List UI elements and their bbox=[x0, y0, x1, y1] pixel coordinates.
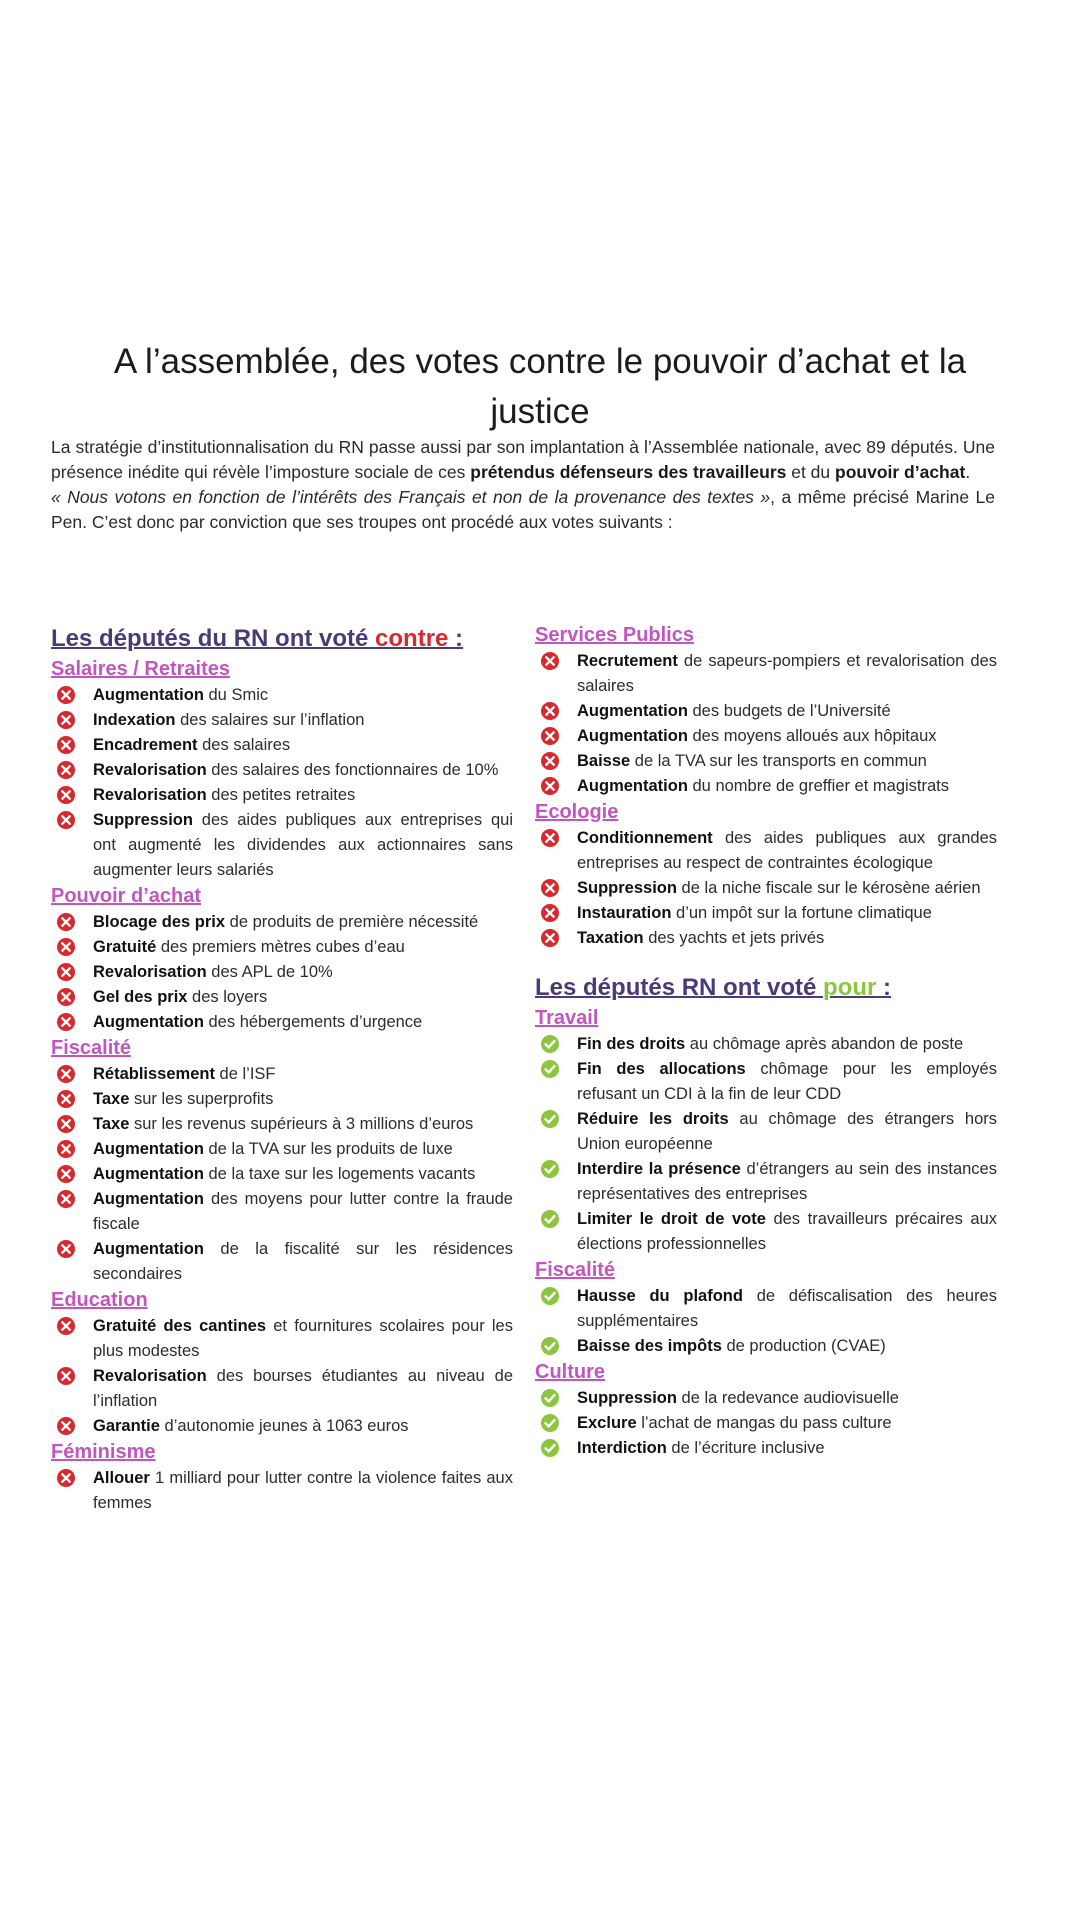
heading-keyword-pour: pour bbox=[823, 974, 877, 1001]
vote-item-keyword: Augmentation bbox=[93, 1240, 204, 1258]
vote-item-keyword: Suppression bbox=[93, 811, 193, 829]
cross-circle-icon bbox=[540, 651, 560, 671]
pour-sections bbox=[535, 1005, 997, 1461]
vote-item-description: de production (CVAE) bbox=[721, 1337, 886, 1355]
vote-item-keyword: Revalorisation bbox=[93, 1367, 207, 1385]
category-title: Salaires / Retraites bbox=[51, 658, 230, 680]
vote-item bbox=[535, 1386, 997, 1411]
vote-item-keyword: Gratuité des cantines bbox=[93, 1317, 267, 1335]
cross-circle-icon bbox=[56, 1189, 76, 1209]
vote-item-keyword: Fin des allocations bbox=[577, 1060, 746, 1078]
contre-sections-right bbox=[535, 622, 997, 951]
vote-item bbox=[51, 910, 513, 935]
intro-bold-segment: prétendus défenseurs des travailleurs bbox=[470, 462, 787, 482]
vote-item-text bbox=[577, 1032, 997, 1057]
vote-item-text bbox=[93, 1112, 513, 1137]
vote-item-keyword: Conditionnement bbox=[577, 829, 713, 847]
column-right bbox=[535, 622, 997, 1461]
vote-item-description: des loyers bbox=[187, 988, 268, 1006]
vote-item-text bbox=[577, 1334, 997, 1359]
contre-heading bbox=[51, 622, 513, 656]
category-title: Fiscalité bbox=[535, 1259, 616, 1281]
vote-item-keyword: Revalorisation bbox=[93, 786, 207, 804]
cross-circle-icon bbox=[540, 776, 560, 796]
vote-item-text bbox=[577, 774, 997, 799]
category-title: Ecologie bbox=[535, 801, 619, 823]
vote-item-text bbox=[93, 683, 513, 708]
vote-item-text bbox=[577, 926, 997, 951]
check-circle-icon bbox=[540, 1336, 560, 1356]
vote-item-description: de la TVA sur les produits de luxe bbox=[203, 1140, 453, 1158]
vote-item-text bbox=[577, 1284, 997, 1334]
vote-item-description: des petites retraites bbox=[206, 786, 356, 804]
vote-item-keyword: Augmentation bbox=[93, 1140, 204, 1158]
vote-item bbox=[535, 1032, 997, 1057]
check-circle-icon bbox=[540, 1109, 560, 1129]
cross-circle-icon bbox=[540, 903, 560, 923]
check-circle-icon bbox=[540, 1413, 560, 1433]
vote-item bbox=[51, 1010, 513, 1035]
pour-heading bbox=[535, 971, 997, 1005]
vote-item-description: des moyens pour lutter contre la fraude fiscale bbox=[93, 1190, 513, 1233]
vote-item-description: de la fiscalité sur les résidences secondaires bbox=[93, 1240, 513, 1283]
vote-item-text bbox=[93, 733, 513, 758]
vote-item-text bbox=[577, 1411, 997, 1436]
vote-item-description: d’un impôt sur la fortune climatique bbox=[671, 904, 932, 922]
check-circle-icon bbox=[540, 1034, 560, 1054]
vote-item bbox=[535, 826, 997, 876]
vote-item-description: d’étrangers au sein des instances représentatives des entreprises bbox=[577, 1160, 997, 1203]
vote-item bbox=[51, 1112, 513, 1137]
vote-item-description: des premiers mètres cubes d’eau bbox=[156, 938, 405, 956]
vote-item-keyword: Encadrement bbox=[93, 736, 198, 754]
vote-item-keyword: Augmentation bbox=[93, 1190, 204, 1208]
vote-item-description: 1 milliard pour lutter contre la violence faites aux femmes bbox=[93, 1469, 513, 1512]
vote-item-text bbox=[93, 1137, 513, 1162]
vote-item-text bbox=[577, 876, 997, 901]
cross-circle-icon bbox=[56, 1164, 76, 1184]
vote-item-text bbox=[93, 783, 513, 808]
vote-item-keyword: Gratuité bbox=[93, 938, 157, 956]
vote-item-keyword: Taxe bbox=[93, 1090, 130, 1108]
vote-item-text bbox=[93, 708, 513, 733]
section-spacer bbox=[535, 951, 997, 971]
vote-item-keyword: Instauration bbox=[577, 904, 672, 922]
cross-circle-icon bbox=[56, 962, 76, 982]
vote-item bbox=[51, 1187, 513, 1237]
vote-item bbox=[535, 774, 997, 799]
vote-item-description: de l’ISF bbox=[214, 1065, 276, 1083]
vote-item-keyword: Revalorisation bbox=[93, 963, 207, 981]
vote-item-keyword: Baisse bbox=[577, 752, 631, 770]
intro-bold-segment: pouvoir d’achat bbox=[835, 462, 966, 482]
vote-item bbox=[51, 1364, 513, 1414]
vote-item bbox=[535, 649, 997, 699]
cross-circle-icon bbox=[56, 810, 76, 830]
vote-item-description: du Smic bbox=[203, 686, 269, 704]
vote-item-text bbox=[93, 1187, 513, 1237]
vote-item-keyword: Recrutement bbox=[577, 652, 678, 670]
vote-item-description: des moyens alloués aux hôpitaux bbox=[687, 727, 937, 745]
vote-item bbox=[51, 985, 513, 1010]
vote-item bbox=[535, 1411, 997, 1436]
vote-item-description: d’autonomie jeunes à 1063 euros bbox=[159, 1417, 409, 1435]
vote-item-text bbox=[93, 758, 513, 783]
cross-circle-icon bbox=[56, 710, 76, 730]
cross-circle-icon bbox=[56, 760, 76, 780]
column-left bbox=[51, 622, 513, 1516]
vote-item bbox=[51, 808, 513, 883]
vote-item-text bbox=[93, 1010, 513, 1035]
vote-item-keyword: Exclure bbox=[577, 1414, 637, 1432]
check-circle-icon bbox=[540, 1209, 560, 1229]
vote-item bbox=[535, 1436, 997, 1461]
vote-item bbox=[535, 1334, 997, 1359]
cross-circle-icon bbox=[56, 1012, 76, 1032]
vote-item bbox=[51, 1137, 513, 1162]
intro-text-segment: , a même précisé Marine Le Pen. C’est donc par conviction que ses troupes ont procédé aux votes suivants : bbox=[51, 487, 995, 532]
intro-text-segment: et du bbox=[786, 462, 836, 482]
vote-item-text bbox=[93, 1062, 513, 1087]
vote-item bbox=[535, 901, 997, 926]
vote-item-keyword: Augmentation bbox=[577, 727, 688, 745]
vote-item-keyword: Hausse du plafond bbox=[577, 1287, 743, 1305]
vote-item-description: sur les revenus supérieurs à 3 millions d’euros bbox=[129, 1115, 474, 1133]
heading-keyword-contre: contre bbox=[375, 625, 449, 652]
vote-item-text bbox=[93, 1314, 513, 1364]
vote-item-text bbox=[577, 1157, 997, 1207]
vote-item-keyword: Rétablissement bbox=[93, 1065, 215, 1083]
vote-item bbox=[535, 1284, 997, 1334]
vote-item bbox=[51, 1062, 513, 1087]
cross-circle-icon bbox=[540, 751, 560, 771]
vote-item-text bbox=[577, 1057, 997, 1107]
vote-item-text bbox=[577, 901, 997, 926]
intro-paragraph bbox=[51, 435, 995, 485]
vote-item bbox=[51, 960, 513, 985]
vote-item-text bbox=[577, 749, 997, 774]
vote-item-text bbox=[577, 649, 997, 699]
vote-item-keyword: Garantie bbox=[93, 1417, 160, 1435]
vote-item-keyword: Blocage des prix bbox=[93, 913, 226, 931]
vote-item-description: des hébergements d’urgence bbox=[203, 1013, 423, 1031]
vote-item bbox=[535, 1107, 997, 1157]
cross-circle-icon bbox=[56, 1114, 76, 1134]
cross-circle-icon bbox=[540, 726, 560, 746]
cross-circle-icon bbox=[56, 685, 76, 705]
vote-item-description: de défiscalisation des heures supplémentaires bbox=[577, 1287, 997, 1330]
vote-item-keyword: Suppression bbox=[577, 1389, 677, 1407]
category-title: Féminisme bbox=[51, 1441, 156, 1463]
vote-item-keyword: Interdiction bbox=[577, 1439, 667, 1457]
vote-item bbox=[51, 1087, 513, 1112]
cross-circle-icon bbox=[56, 912, 76, 932]
heading-suffix: : bbox=[876, 974, 892, 1001]
vote-item bbox=[535, 876, 997, 901]
check-circle-icon bbox=[540, 1059, 560, 1079]
vote-item-description: des aides publiques aux grandes entreprises au respect de contraintes écologique bbox=[577, 829, 997, 872]
cross-circle-icon bbox=[56, 1366, 76, 1386]
vote-item-text bbox=[577, 1386, 997, 1411]
vote-item bbox=[51, 1237, 513, 1287]
cross-circle-icon bbox=[56, 1064, 76, 1084]
vote-item bbox=[51, 1466, 513, 1516]
vote-item bbox=[535, 1157, 997, 1207]
vote-item bbox=[51, 683, 513, 708]
vote-item-keyword: Allouer bbox=[93, 1469, 150, 1487]
vote-item-keyword: Fin des droits bbox=[577, 1035, 686, 1053]
vote-item-description: de la TVA sur les transports en commun bbox=[630, 752, 927, 770]
vote-item-text bbox=[93, 1466, 513, 1516]
vote-item-keyword: Limiter le droit de vote bbox=[577, 1210, 766, 1228]
heading-text: Les députés RN ont voté bbox=[535, 974, 824, 1001]
category-title: Culture bbox=[535, 1361, 605, 1383]
vote-item bbox=[535, 1057, 997, 1107]
vote-item-text bbox=[93, 1162, 513, 1187]
vote-item-keyword: Augmentation bbox=[577, 702, 688, 720]
vote-item-keyword: Augmentation bbox=[93, 1165, 204, 1183]
vote-item-keyword: Revalorisation bbox=[93, 761, 207, 779]
vote-item-keyword: Réduire les droits bbox=[577, 1110, 729, 1128]
vote-item-text bbox=[93, 808, 513, 883]
check-circle-icon bbox=[540, 1159, 560, 1179]
vote-item-description: l’achat de mangas du pass culture bbox=[636, 1414, 892, 1432]
vote-item bbox=[51, 1414, 513, 1439]
vote-item-text bbox=[93, 1087, 513, 1112]
vote-item-keyword: Augmentation bbox=[93, 1013, 204, 1031]
contre-sections bbox=[51, 656, 513, 1516]
cross-circle-icon bbox=[56, 1316, 76, 1336]
cross-circle-icon bbox=[540, 828, 560, 848]
category-title: Travail bbox=[535, 1007, 599, 1029]
vote-item bbox=[535, 699, 997, 724]
check-circle-icon bbox=[540, 1286, 560, 1306]
page-title: A l’assemblée, des votes contre le pouvoir d’achat et la justice bbox=[113, 342, 967, 431]
cross-circle-icon bbox=[56, 987, 76, 1007]
vote-item-description: de sapeurs-pompiers et revalorisation des salaires bbox=[577, 652, 997, 695]
intro-quote-paragraph bbox=[51, 485, 995, 535]
vote-item-text bbox=[93, 985, 513, 1010]
vote-item-description: de la taxe sur les logements vacants bbox=[203, 1165, 476, 1183]
vote-item-description: des salaires sur l’inflation bbox=[175, 711, 365, 729]
vote-item-text bbox=[93, 935, 513, 960]
vote-item-text bbox=[577, 1436, 997, 1461]
vote-item-text bbox=[93, 1364, 513, 1414]
vote-item-description: de la niche fiscale sur le kérosène aérien bbox=[676, 879, 981, 897]
heading-suffix: : bbox=[448, 625, 464, 652]
vote-item-keyword: Augmentation bbox=[93, 686, 204, 704]
category-title: Education bbox=[51, 1289, 148, 1311]
vote-item-text bbox=[577, 1107, 997, 1157]
vote-item-keyword: Augmentation bbox=[577, 777, 688, 795]
vote-item-description: au chômage après abandon de poste bbox=[685, 1035, 964, 1053]
vote-item-text bbox=[577, 1207, 997, 1257]
vote-item bbox=[535, 749, 997, 774]
vote-item-keyword: Interdire la présence bbox=[577, 1160, 741, 1178]
intro-quote: « Nous votons en fonction de l’intérêts des Français et non de la provenance des textes » bbox=[51, 487, 771, 507]
cross-circle-icon bbox=[540, 878, 560, 898]
cross-circle-icon bbox=[56, 785, 76, 805]
vote-item-description: des salaires bbox=[197, 736, 291, 754]
vote-item bbox=[51, 733, 513, 758]
intro-text-segment: La stratégie d’institutionnalisation du RN passe aussi par son implantation à l’Assemblée nationale, avec 89 députés. Une présence inédite qui révèle l’imposture sociale de ces bbox=[51, 437, 995, 482]
vote-item bbox=[535, 926, 997, 951]
cross-circle-icon bbox=[540, 701, 560, 721]
cross-circle-icon bbox=[56, 1239, 76, 1259]
check-circle-icon bbox=[540, 1438, 560, 1458]
vote-item-description: au chômage des étrangers hors Union européenne bbox=[577, 1110, 998, 1153]
vote-item bbox=[51, 1162, 513, 1187]
vote-item bbox=[51, 1314, 513, 1364]
cross-circle-icon bbox=[56, 1416, 76, 1436]
vote-item-keyword: Taxation bbox=[577, 929, 644, 947]
vote-item-text bbox=[93, 1237, 513, 1287]
vote-item-description: des APL de 10% bbox=[206, 963, 333, 981]
vote-item bbox=[51, 783, 513, 808]
category-title: Services Publics bbox=[535, 624, 694, 646]
vote-item-description: de la redevance audiovisuelle bbox=[676, 1389, 899, 1407]
vote-item-description: du nombre de greffier et magistrats bbox=[687, 777, 949, 795]
vote-item-description: de produits de première nécessité bbox=[225, 913, 479, 931]
check-circle-icon bbox=[540, 1388, 560, 1408]
vote-item-description: des salaires des fonctionnaires de 10% bbox=[206, 761, 499, 779]
vote-item bbox=[51, 935, 513, 960]
vote-item-keyword: Suppression bbox=[577, 879, 677, 897]
intro-text bbox=[51, 435, 995, 535]
vote-item-text bbox=[577, 826, 997, 876]
cross-circle-icon bbox=[56, 937, 76, 957]
vote-item-keyword: Gel des prix bbox=[93, 988, 188, 1006]
vote-item-description: des yachts et jets privés bbox=[643, 929, 825, 947]
vote-item-keyword: Indexation bbox=[93, 711, 176, 729]
vote-item-description: des bourses étudiantes au niveau de l’inflation bbox=[93, 1367, 513, 1410]
vote-item-keyword: Baisse des impôts bbox=[577, 1337, 722, 1355]
vote-item-text bbox=[93, 960, 513, 985]
vote-item-text bbox=[577, 724, 997, 749]
cross-circle-icon bbox=[56, 1139, 76, 1159]
vote-item-description: des travailleurs précaires aux élections professionnelles bbox=[577, 1210, 998, 1253]
vote-item-description: chômage pour les employés refusant un CDI à la fin de leur CDD bbox=[577, 1060, 997, 1103]
vote-item-description: de l’écriture inclusive bbox=[666, 1439, 825, 1457]
cross-circle-icon bbox=[56, 735, 76, 755]
cross-circle-icon bbox=[56, 1089, 76, 1109]
vote-item bbox=[535, 724, 997, 749]
vote-item-description: sur les superprofits bbox=[129, 1090, 274, 1108]
intro-text-segment: . bbox=[965, 462, 971, 482]
heading-text: Les députés du RN ont voté bbox=[51, 625, 376, 652]
vote-item-description: et fournitures scolaires pour les plus modestes bbox=[93, 1317, 513, 1360]
category-title: Pouvoir d’achat bbox=[51, 885, 202, 907]
vote-item-text bbox=[93, 910, 513, 935]
vote-item bbox=[51, 758, 513, 783]
cross-circle-icon bbox=[540, 928, 560, 948]
category-title: Fiscalité bbox=[51, 1037, 132, 1059]
vote-item-text bbox=[93, 1414, 513, 1439]
vote-item-description: des aides publiques aux entreprises qui ont augmenté les dividendes aux actionnaires sans augmenter leurs salariés bbox=[93, 811, 513, 879]
vote-item bbox=[535, 1207, 997, 1257]
vote-item-description: des budgets de l’Université bbox=[687, 702, 891, 720]
vote-item bbox=[51, 708, 513, 733]
vote-item-keyword: Taxe bbox=[93, 1115, 130, 1133]
vote-item-text bbox=[577, 699, 997, 724]
cross-circle-icon bbox=[56, 1468, 76, 1488]
